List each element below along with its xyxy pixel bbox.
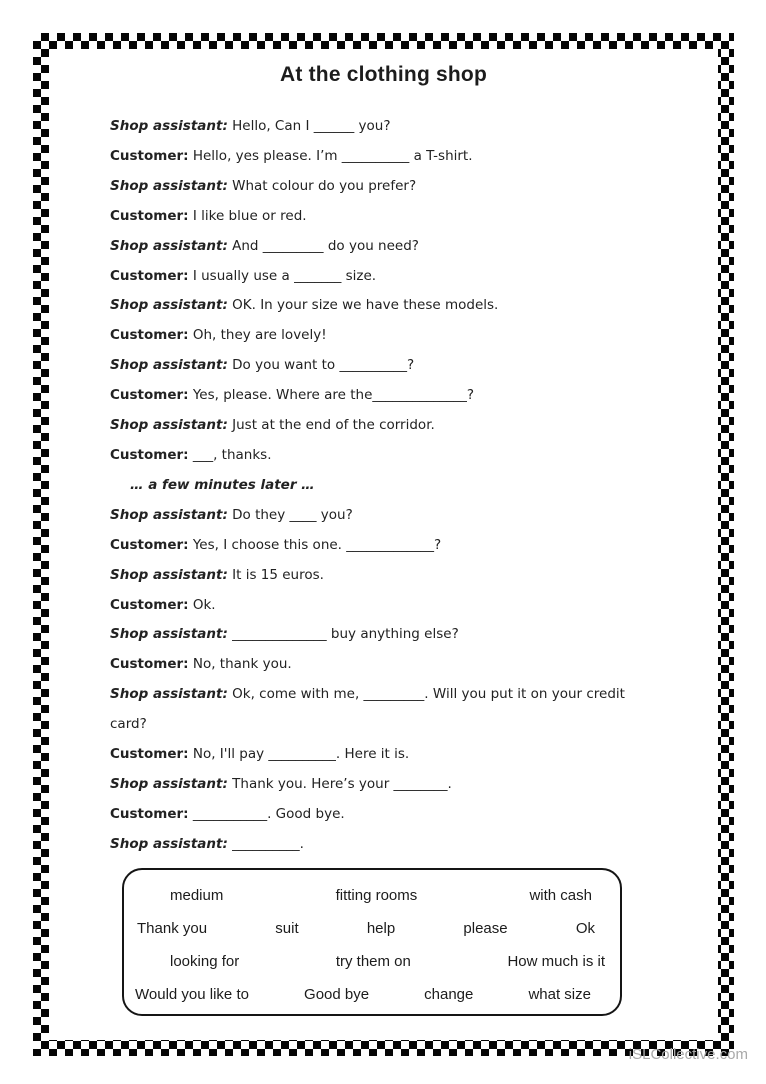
dialogue (110, 112, 690, 860)
word-bank-word: change (424, 986, 474, 1003)
word-bank-word: try them on (335, 953, 411, 970)
speaker-label-shop-assistant: Shop assistant: (110, 775, 228, 792)
dialogue-line: Customer: ___, thanks. (110, 446, 272, 463)
dialogue-line: Customer: Yes, please. Where are the______________? (110, 387, 475, 404)
dialogue-line: Shop assistant: __________. (110, 835, 304, 852)
dialogue-line: Shop assistant: Do you want to __________? (110, 357, 415, 374)
word-bank-row (124, 945, 620, 978)
dialogue-line: Customer: No, thank you. (110, 656, 292, 673)
worksheet-content (49, 49, 718, 1040)
word-bank (122, 868, 622, 1016)
speaker-label-shop-assistant: Shop assistant: (110, 237, 228, 254)
speaker-label-shop-assistant: Shop assistant: (110, 626, 228, 643)
speaker-label-shop-assistant: Shop assistant: (110, 686, 228, 703)
speaker-label-customer: Customer: (110, 327, 189, 344)
dialogue-line: Shop assistant: Thank you. Here’s your ________. (110, 775, 452, 792)
speaker-label-customer: Customer: (110, 387, 189, 404)
word-bank-word: with cash (529, 887, 592, 904)
word-bank-row (124, 978, 620, 1011)
speaker-label-customer: Customer: (110, 656, 189, 673)
speaker-label-shop-assistant: Shop assistant: (110, 357, 228, 374)
dialogue-line: Customer: Ok. (110, 596, 216, 613)
word-bank-word: How much is it (507, 953, 605, 970)
dialogue-line: Shop assistant: Ok, come with me, _________. Will you put it on your credit (110, 686, 625, 703)
speaker-label-shop-assistant: Shop assistant: (110, 417, 228, 434)
checkered-border (33, 33, 734, 1056)
dialogue-line: Customer: No, I'll pay __________. Here it is. (110, 746, 410, 763)
dialogue-line: Shop assistant: Hello, Can I ______ you? (110, 118, 391, 134)
speaker-label-customer: Customer: (110, 207, 189, 224)
dialogue-line: Shop assistant: What colour do you prefer? (110, 177, 417, 194)
dialogue-line: Customer: Yes, I choose this one. _____________? (110, 536, 442, 553)
word-bank-word: help (366, 920, 396, 937)
dialogue-line: Shop assistant: Just at the end of the corridor. (110, 417, 435, 434)
speaker-label-customer: Customer: (110, 147, 189, 164)
word-bank-word: medium (170, 887, 224, 904)
dialogue-line: Shop assistant: OK. In your size we have these models. (110, 297, 499, 314)
speaker-label-customer: Customer: (110, 805, 189, 822)
dialogue-line: Customer: Oh, they are lovely! (110, 327, 327, 344)
speaker-label-customer: Customer: (110, 746, 189, 763)
word-bank-word: Thank you (137, 920, 208, 937)
dialogue-line: Customer: ___________. Good bye. (110, 805, 345, 822)
speaker-label-customer: Customer: (110, 536, 189, 553)
speaker-label-customer: Customer: (110, 596, 189, 613)
dialogue-interlude: … a few minutes later … (130, 476, 315, 493)
speaker-label-shop-assistant: Shop assistant: (110, 297, 228, 314)
word-bank-row (124, 879, 620, 912)
speaker-label-shop-assistant: Shop assistant: (110, 566, 228, 583)
word-bank-word: please (463, 920, 508, 937)
dialogue-line: Customer: I like blue or red. (110, 207, 307, 224)
watermark: iSLCollective.com (628, 1046, 748, 1063)
word-bank-word: suit (275, 920, 299, 937)
word-bank-word: what size (528, 986, 591, 1003)
worksheet-title: At the clothing shop (280, 63, 487, 86)
speaker-label-customer: Customer: (110, 446, 189, 463)
speaker-label-shop-assistant: Shop assistant: (110, 118, 228, 134)
speaker-label-shop-assistant: Shop assistant: (110, 177, 228, 194)
word-bank-word: Ok (575, 920, 595, 937)
word-bank-row (124, 912, 620, 945)
word-bank-word: Good bye (304, 986, 370, 1003)
dialogue-line: Customer: I usually use a _______ size. (110, 267, 377, 284)
dialogue-line: Customer: Hello, yes please. I’m __________ a T-shirt. (110, 147, 473, 164)
dialogue-line: Shop assistant: And _________ do you need? (110, 237, 419, 254)
dialogue-line: card? (110, 716, 147, 733)
word-bank-word: Would you like to (135, 986, 249, 1003)
dialogue-line: Shop assistant: It is 15 euros. (110, 566, 324, 583)
speaker-label-shop-assistant: Shop assistant: (110, 506, 228, 523)
dialogue-line: Shop assistant: ______________ buy anything else? (110, 626, 459, 643)
speaker-label-customer: Customer: (110, 267, 189, 284)
word-bank-word: looking for (170, 953, 240, 970)
word-bank-word: fitting rooms (335, 887, 418, 904)
speaker-label-shop-assistant: Shop assistant: (110, 835, 228, 852)
dialogue-line: Shop assistant: Do they ____ you? (110, 506, 353, 523)
